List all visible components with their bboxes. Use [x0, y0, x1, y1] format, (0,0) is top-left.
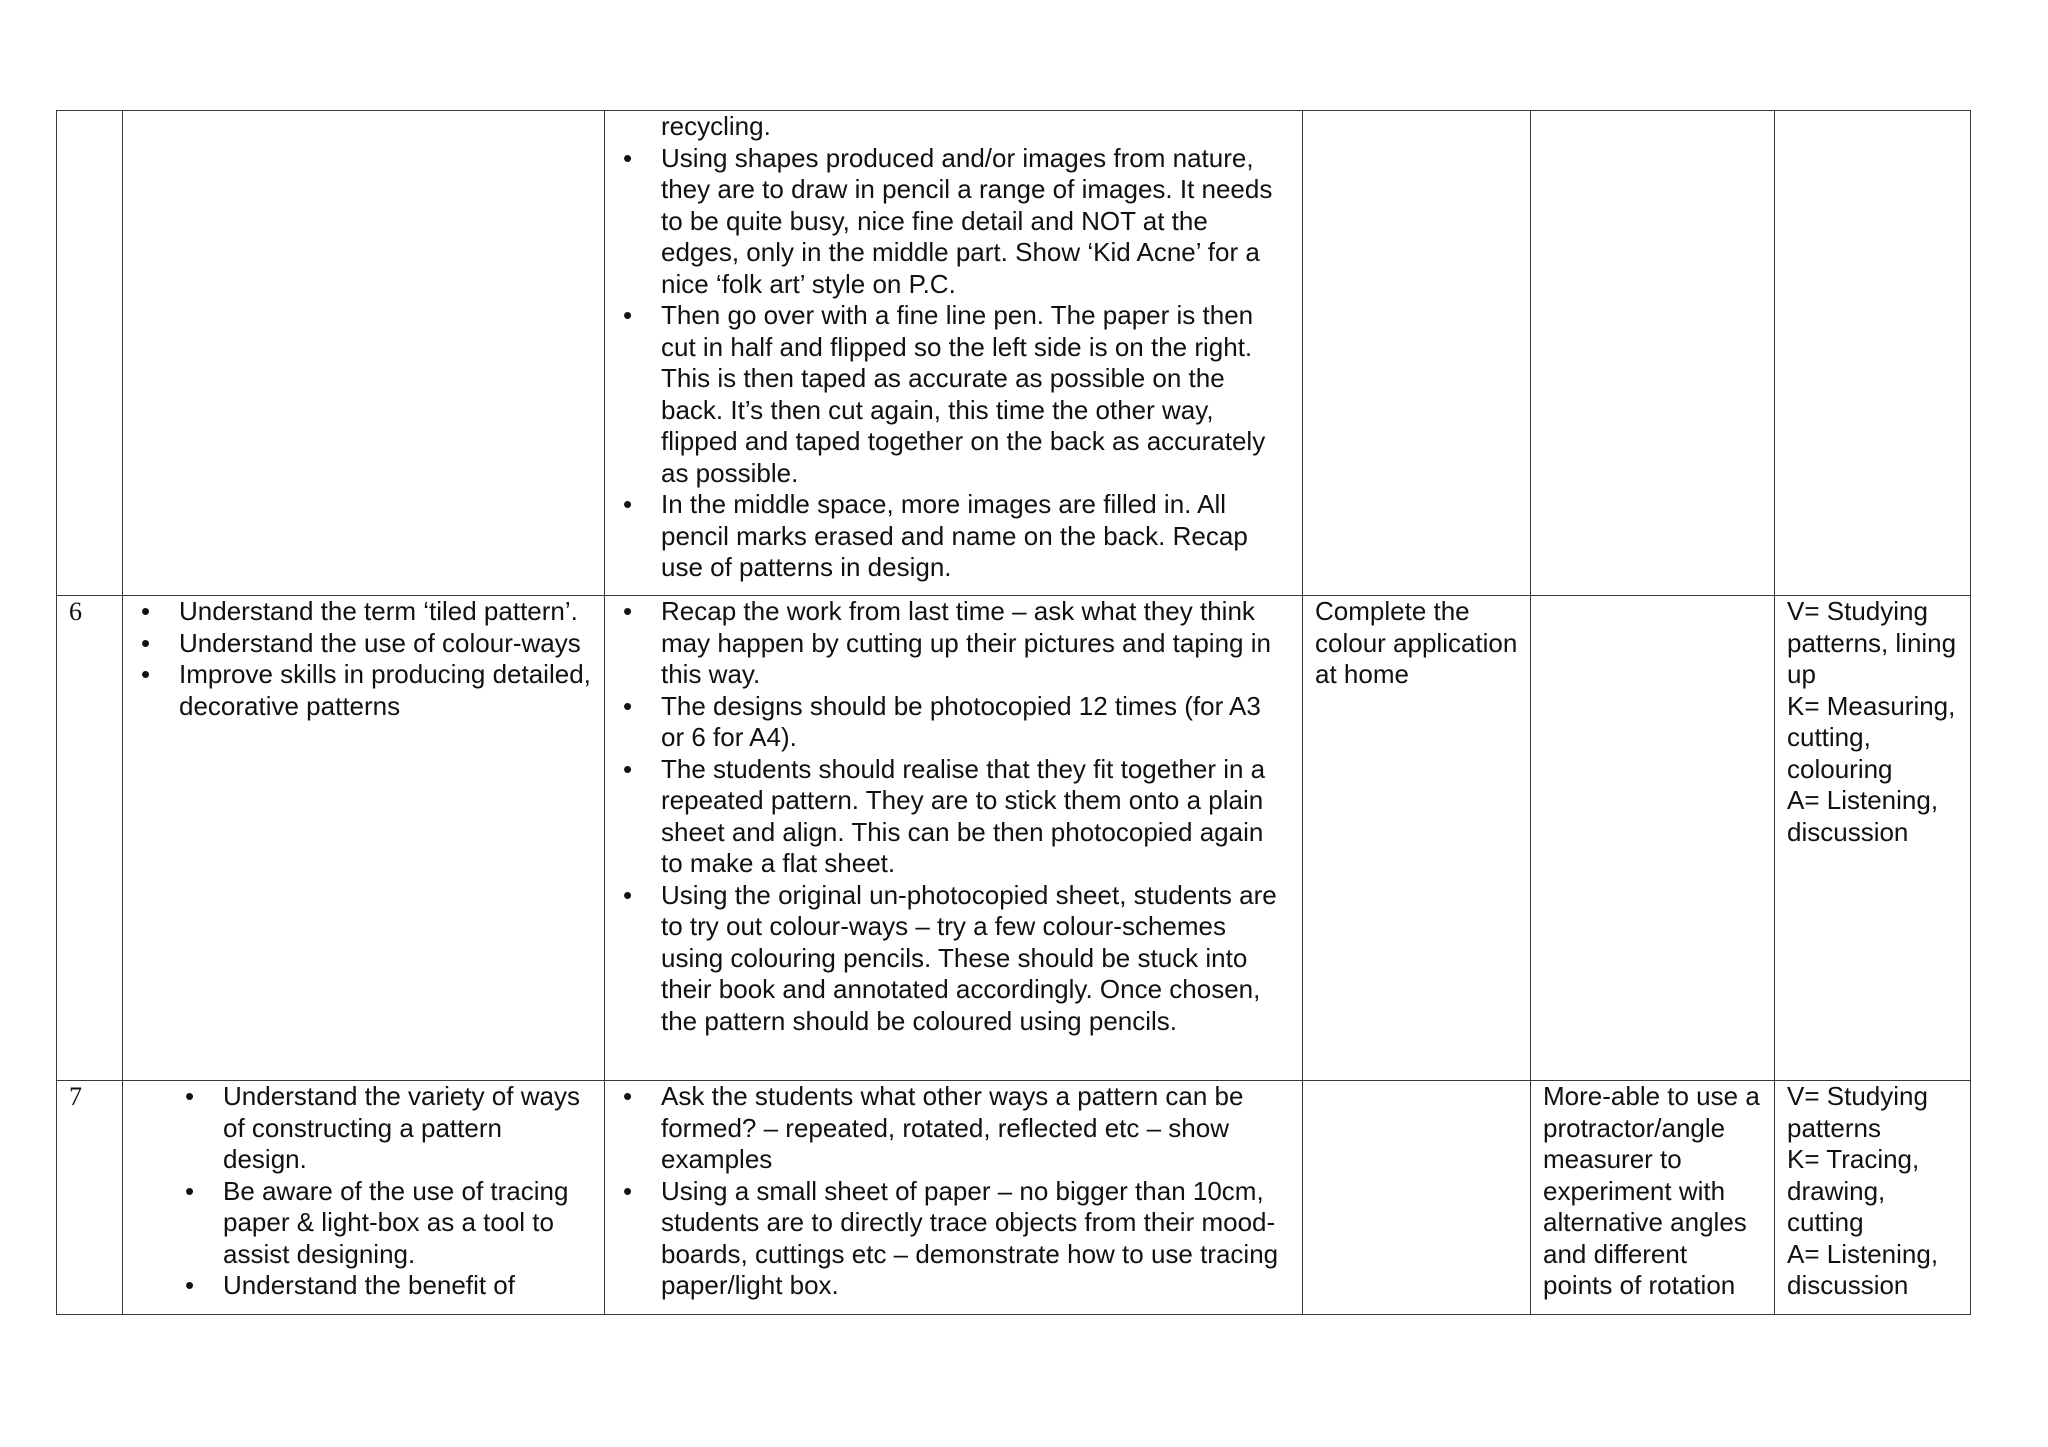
differentiation-text: More-able to use a protractor/angle measurer to experiment with alternative angles and different points of rotation [1543, 1081, 1760, 1300]
learning-style-auditory: A= Listening, discussion [1787, 1238, 1939, 1300]
activities-list [617, 1081, 1290, 1302]
activities-cell [605, 1081, 1303, 1315]
list-item: • Using a small sheet of paper – no bigger than 10cm, students are to directly trace objects from their mood-boards, cuttings etc – demonstrate how to use tracing paper/light box. [617, 1176, 1290, 1302]
list-item: • Ask the students what other ways a pattern can be formed? – repeated, rotated, reflected etc – show examples [617, 1081, 1290, 1176]
differentiation-cell [1531, 596, 1775, 1081]
learning-style-visual: V= Studying patterns [1787, 1081, 1928, 1143]
list-item: • Then go over with a fine line pen. The paper is then cut in half and flipped so the left side is on the right. This is then taped as accurate as possible on the back. It’s then cut again, this time the other way, flipped and taped together on the back as accurately as possible. [617, 300, 1290, 489]
list-item: • Improve skills in producing detailed, decorative patterns [135, 659, 592, 722]
list-item: • Be aware of the use of tracing paper & light-box as a tool to assist designing. [179, 1176, 592, 1271]
activities-cell [605, 596, 1303, 1081]
list-item: • Using the original un-photocopied sheet, students are to try out colour-ways – try a few colour-schemes using colouring pencils. These should be stuck into their book and annotated accordingly. Once chosen, the pattern should be coloured using pencils. [617, 880, 1290, 1038]
list-item: • The designs should be photocopied 12 times (for A3 or 6 for A4). [617, 691, 1290, 754]
list-item: • Understand the benefit of [179, 1270, 592, 1302]
homework-cell [1303, 596, 1531, 1081]
differentiation-cell [1531, 1081, 1775, 1315]
learning-style-kinaesthetic: K= Measuring, cutting, colouring [1787, 690, 1956, 784]
homework-text: Complete the colour application at home [1315, 596, 1518, 689]
list-item: • In the middle space, more images are filled in. All pencil marks erased and name on the back. Recap use of patterns in design. [617, 489, 1290, 584]
learning-styles-cell [1775, 1081, 1971, 1315]
table-row [57, 1081, 1971, 1315]
objectives-cell [123, 1081, 605, 1315]
table-row [57, 596, 1971, 1081]
objectives-cell [123, 111, 605, 596]
week-cell [57, 111, 123, 596]
list-item: • Recap the work from last time – ask what they think may happen by cutting up their pictures and taping in this way. [617, 596, 1290, 691]
week-cell: 6 [57, 596, 123, 1081]
objectives-cell [123, 596, 605, 1081]
differentiation-cell [1531, 111, 1775, 596]
list-item: • Understand the variety of ways of constructing a pattern design. [179, 1081, 592, 1176]
week-cell: 7 [57, 1081, 123, 1315]
objectives-list [135, 1081, 592, 1302]
learning-style-auditory: A= Listening, discussion [1787, 785, 1939, 847]
activity-continuation: recycling. [661, 111, 771, 141]
homework-cell [1303, 1081, 1531, 1315]
objectives-list [135, 596, 592, 722]
learning-style-visual: V= Studying patterns, lining up [1787, 596, 1957, 689]
learning-styles-cell [1775, 596, 1971, 1081]
list-item: • Understand the term ‘tiled pattern’. [135, 596, 592, 628]
list-item: • Using shapes produced and/or images from nature, they are to draw in pencil a range of images. It needs to be quite busy, nice fine detail and NOT at the edges, only in the middle part. Show ‘Kid Acne’ for a nice ‘folk art’ style on P.C. [617, 143, 1290, 301]
learning-style-kinaesthetic: K= Tracing, drawing, cutting [1787, 1144, 1920, 1237]
activities-cell [605, 111, 1303, 596]
table-row [57, 111, 1971, 596]
learning-styles-cell [1775, 111, 1971, 596]
activities-list [617, 143, 1290, 584]
list-item: • The students should realise that they fit together in a repeated pattern. They are to stick them onto a plain sheet and align. This can be then photocopied again to make a flat sheet. [617, 754, 1290, 880]
list-item: • Understand the use of colour-ways [135, 628, 592, 660]
homework-cell [1303, 111, 1531, 596]
activities-list [617, 596, 1290, 1037]
lesson-plan-table [56, 110, 1971, 1315]
